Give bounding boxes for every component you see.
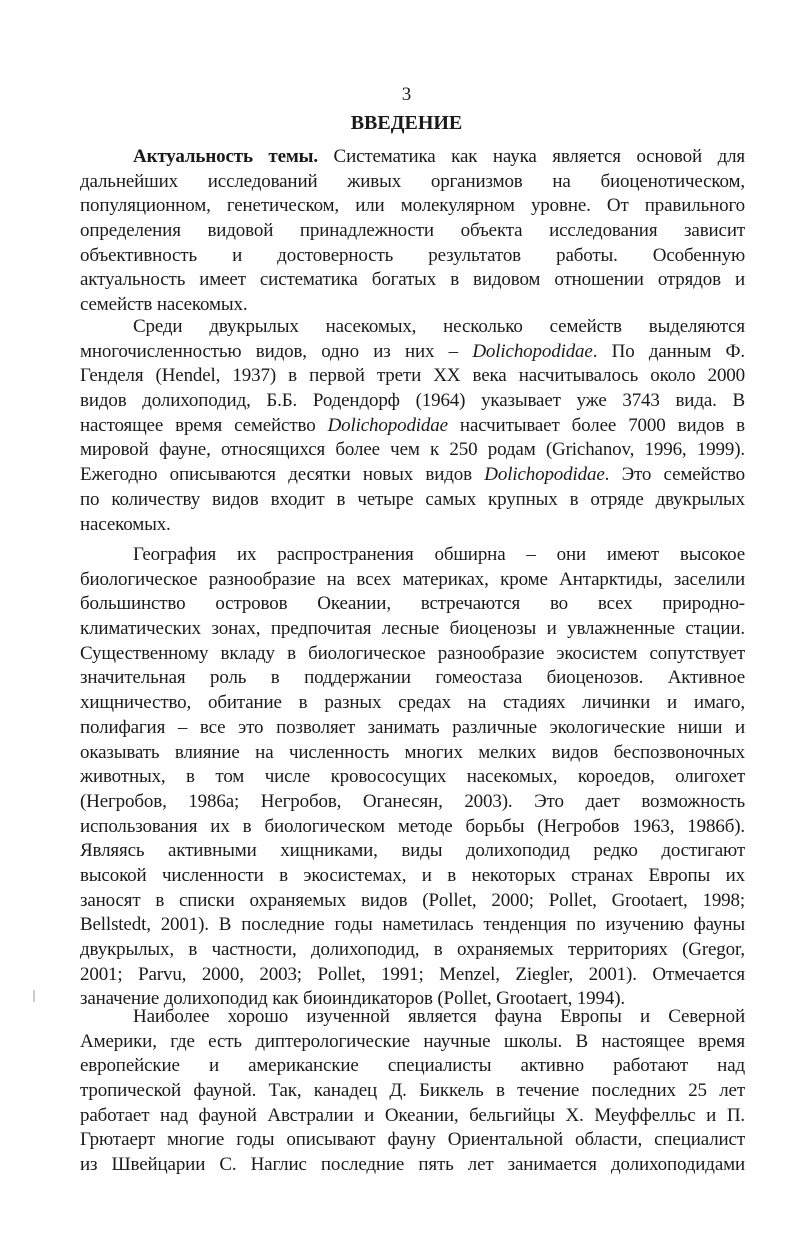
text-run: (Негробов, 1986а; Негробов, Оганесян, 2003). Это дает возможность [80,790,745,812]
section-heading: ВВЕДЕНИЕ [350,112,463,134]
text-line [80,592,745,617]
paragraph-relevance [80,145,745,318]
paragraph-geography [80,543,745,1012]
text-run: климатических зонах, предпочитая лесные биоценозы и увлажненные стации. [80,618,745,640]
text-run: видов долихоподид, Б.Б. Родендорф (1964) указывает уже 3743 вида. В [80,390,745,412]
text-run: Систематика как наука является основой для [317,146,746,167]
text-run: европейские и американские специалисты активно работают над [80,1055,745,1077]
text-line [80,913,745,938]
text-run: многочисленностью видов, одно из них – [80,340,473,362]
text-run: объективность и достоверность результатов работы. Особенную [80,244,745,266]
text-line [80,414,745,439]
text-run: География их распространения обширна – они имеют высокое [133,544,745,565]
text-line [80,389,745,414]
text-line [80,691,745,716]
text-line [80,543,745,568]
text-line [80,219,745,244]
text-run: животных, в том числе кровососущих насекомых, короедов, олигохет [80,766,745,788]
text-run: Америки, где есть диптерологические научные школы. В настоящее время [80,1030,745,1052]
text-line [80,815,745,840]
text-run: семейств насекомых. [80,294,248,316]
scan-artifact [33,990,35,1002]
text-run: большинство островов Океании, встречаются во всех природно- [80,593,745,615]
text-run: . Это семейство [604,464,745,486]
text-run: оказывать влияние на численность многих мелких видов беспозвоночных [80,741,745,763]
text-run: заносят в списки охраняемых видов (Pollet, 2000; Pollet, Grootaert, 1998; [80,889,745,911]
text-line [80,1005,745,1030]
italic-taxon: Dolichopodidae [327,414,448,436]
text-line [80,642,745,667]
text-run: Среди двукрылых насекомых, несколько семейств выделяются [133,316,745,337]
text-line [80,963,745,988]
text-run: Являясь активными хищниками, виды долихоподид редко достигают [80,840,745,862]
text-line [80,1079,745,1104]
text-run: тропической фауной. Так, канадец Д. Биккель в течение последних 25 лет [80,1080,745,1102]
italic-taxon: Dolichopodidae [472,340,593,362]
text-run: по количеству видов входит в четыре самых крупных в отряде двукрылых [80,488,745,510]
text-run: определения видовой принадлежности объекта исследования зависит [80,220,745,242]
text-run: из Швейцарии С. Наглис последние пять лет занимается долихоподидами [80,1154,745,1176]
text-run: биологическое разнообразие на всех материках, кроме Антарктиды, заселили [80,568,745,590]
text-run: высокой численности в экосистемах, и в некоторых странах Европы их [80,864,745,886]
text-run: двукрылых, в частности, долихоподид, в охраняемых территориях (Gregor, [80,939,745,960]
text-run: актуальность имеет систематика богатых в видовом отношении отрядов и [80,269,745,291]
text-line [80,1128,745,1153]
text-line [80,340,745,365]
text-line [80,244,745,269]
text-line [80,864,745,889]
text-run: Грютаерт многие годы описывают фауну Ориентальной области, специалист [80,1129,745,1151]
page-number: 3 [401,84,412,105]
text-run: Существенному вкладу в биологическое разнообразие экосистем сопутствует [80,642,745,664]
text-line [80,765,745,790]
text-run: настоящее время семейство [80,414,328,436]
text-run: насчитывает более 7000 видов в [447,414,746,436]
text-line [80,1104,745,1129]
text-line [80,513,745,538]
text-run: хищничество, обитание в разных средах на стадиях личинки и имаго, [80,692,745,714]
text-line [80,364,745,389]
text-run: Bellstedt, 2001). В последние годы наметилась тенденция по изучению фауны [80,914,745,936]
text-run: мировой фауне, относящихся более чем к 250 родам (Grichanov, 1996, 1999). [80,439,745,461]
text-run: заначение долихоподид как биоиндикаторов (Pollet, Grootaert, 1994). [80,988,626,1010]
text-line [80,268,745,293]
text-line [80,938,745,963]
text-line [80,568,745,593]
text-run: Наиболее хорошо изученной является фауна Европы и Северной [133,1006,745,1027]
text-line [80,438,745,463]
text-line [80,1030,745,1055]
text-line [80,790,745,815]
text-line [80,666,745,691]
paragraph-study-history [80,1005,745,1178]
text-line [80,463,745,488]
text-run: работает над фауной Австралии и Океании, бельгийцы Х. Меуффелльс и П. [80,1104,745,1126]
text-run: 2001; Parvu, 2000, 2003; Pollet, 1991; Menzel, Ziegler, 2001). Отмечается [80,963,745,985]
text-line [80,839,745,864]
text-line [80,145,745,170]
text-line [80,716,745,741]
text-run: . По данным Ф. [592,340,745,362]
text-line [80,315,745,340]
text-line [80,741,745,766]
text-line [80,194,745,219]
text-line [80,488,745,513]
text-run: популяционном, генетическом, или молекулярном уровне. От правильного [80,195,745,217]
text-line [80,1054,745,1079]
text-run: дальнейших исследований живых организмов на биоценотическом, [80,170,745,192]
text-line [80,889,745,914]
paragraph-dolichopodidae-diversity [80,315,745,537]
text-line [80,1153,745,1178]
text-line [80,617,745,642]
text-run: полифагия – все это позволяет занимать различные экологические ниши и [80,716,745,738]
text-line [80,170,745,195]
text-run: Ежегодно описываются десятки новых видов [80,464,485,486]
italic-taxon: Dolichopodidae [484,464,605,486]
text-run: Генделя (Hendel, 1937) в первой трети XX века насчитывалось около 2000 [80,365,745,387]
text-run: насекомых. [80,513,171,535]
bold-lead: Актуальность темы. [133,146,318,167]
text-run: значительная роль в поддержании гомеостаза биоценозов. Активное [80,667,745,689]
text-run: использования их в биологическом методе борьбы (Негробов 1963, 1986б). [80,815,745,837]
